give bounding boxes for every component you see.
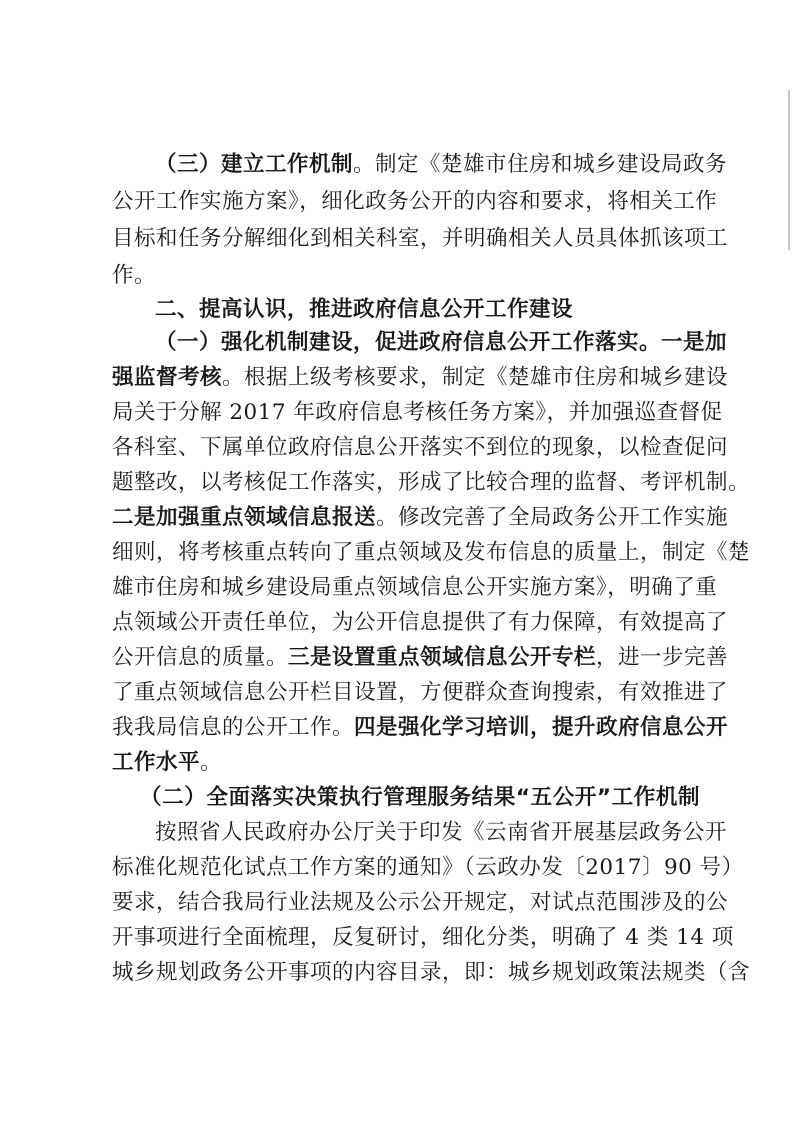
text-line <box>112 676 729 710</box>
text-line <box>112 921 734 955</box>
text-line <box>112 326 728 360</box>
text-span: 题整改，以考核促工作落实，形成了比较合理的监督、考评机制。 <box>112 470 751 495</box>
text-span: 各科室、下属单位政府信息公开落实不到位的现象，以检查促问 <box>112 435 729 460</box>
text-span: 。修改完善了全局政务公开工作实施 <box>376 505 729 530</box>
text-line <box>112 431 729 465</box>
section-heading: （三）建立工作机制 <box>155 152 354 177</box>
text-span: 要求，结合我局行业法规及公示公开规定，对试点范围涉及的公 <box>112 890 729 915</box>
text-line <box>112 851 744 885</box>
section-heading: （一）强化机制建设，促进政府信息公开工作落实。 <box>155 330 662 355</box>
scan-edge-mark <box>788 90 790 250</box>
text-span: 标准化规范化试点工作方案的通知》（云政办发〔2017〕90 号） <box>112 855 744 880</box>
text-span: 公开信息的质量。 <box>112 645 289 670</box>
text-line <box>112 466 751 500</box>
text-line <box>112 361 729 395</box>
text-line <box>112 711 729 745</box>
text-span: 细则，将考核重点转向了重点领域及发布信息的质量上，制定《楚 <box>112 540 751 565</box>
text-span: 目标和任务分解细化到相关科室，并明确相关人员具体抓该项工 <box>112 226 729 251</box>
text-line <box>112 148 728 182</box>
text-span: 一是加 <box>661 330 728 355</box>
text-span: 了重点领域信息公开栏目设置，方便群众查询搜索，有效推进了 <box>112 680 729 705</box>
text-line <box>112 222 729 256</box>
text-span: 。根据上级考核要求，制定《楚雄市住房和城乡建设 <box>222 365 729 390</box>
text-span: 城乡规划政务公开事项的内容目录，即：城乡规划政策法规类（含 <box>112 960 751 985</box>
text-span: 工作水平 <box>112 750 201 775</box>
text-line <box>112 396 723 430</box>
text-line <box>112 746 700 780</box>
text-span: ，进一步完善 <box>596 645 729 670</box>
text-line <box>112 606 729 640</box>
text-line <box>112 956 751 990</box>
text-span: 局关于分解 2017 年政府信息考核任务方案》，并加强巡查督促 <box>112 400 723 425</box>
text-line <box>112 259 700 293</box>
text-span: 按照省人民政府办公厅关于印发《云南省开展基层政务公开 <box>155 820 728 845</box>
text-line <box>112 501 729 535</box>
text-line <box>112 781 700 815</box>
text-line <box>112 293 700 327</box>
section-heading: （二）全面落实决策执行管理服务结果“五公开”工作机制 <box>140 785 700 810</box>
text-span: 。制定《楚雄市住房和城乡建设局政务 <box>353 152 728 177</box>
text-span: 雄市住房和城乡建设局重点领域信息公开实施方案》，明确了重 <box>112 575 718 600</box>
text-span: 二是加强重点领域信息报送 <box>112 505 377 530</box>
text-span: 。 <box>200 750 223 775</box>
text-span: 点领域公开责任单位，为公开信息提供了有力保障，有效提高了 <box>112 610 729 635</box>
section-heading: 二、提高认识，推进政府信息公开工作建设 <box>155 297 574 322</box>
text-span: 强监督考核 <box>112 365 223 390</box>
text-line <box>112 536 751 570</box>
text-line <box>112 886 729 920</box>
text-line <box>112 816 728 850</box>
text-line <box>112 641 729 675</box>
text-span: 作。 <box>112 263 157 288</box>
text-span: 四是强化学习培训，提升政府信息公开 <box>354 715 729 740</box>
text-line <box>112 571 718 605</box>
text-line <box>112 185 718 219</box>
text-span: 我我局信息的公开工作。 <box>112 715 355 740</box>
text-span: 公开工作实施方案》，细化政务公开的内容和要求，将相关工作 <box>112 189 718 214</box>
text-span: 三是设置重点领域信息公开专栏 <box>288 645 597 670</box>
text-span: 开事项进行全面梳理，反复研讨，细化分类，明确了 4 类 14 项 <box>112 925 734 950</box>
